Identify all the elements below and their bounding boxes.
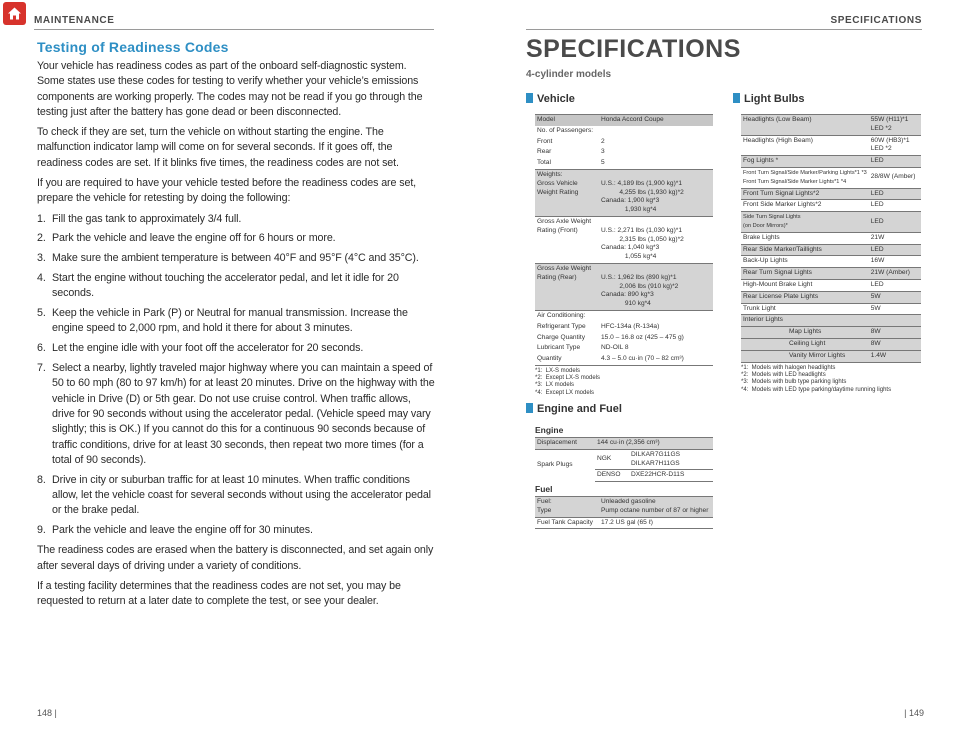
spec-label: Headlights (High Beam): [741, 135, 869, 156]
table-row: [741, 350, 921, 362]
table-row: [535, 158, 713, 169]
spec-label: Gross Axle Weight Rating (Rear): [535, 263, 599, 310]
engine-fuel-heading: Engine and Fuel: [526, 403, 622, 415]
table-row: [741, 291, 921, 303]
spec-value: 8W: [869, 327, 921, 339]
spec-label: Rear License Plate Lights: [741, 291, 869, 303]
table-row: [535, 169, 713, 216]
spec-value: 21W: [869, 232, 921, 244]
table-row: [535, 310, 713, 321]
table-row: [741, 327, 921, 339]
spec-label: Headlights (Low Beam): [741, 115, 869, 136]
table-row: [535, 115, 713, 126]
spec-value: U.S.: 4,189 lbs (1,900 kg)*1 4,255 lbs (1,930 kg)*2 Canada: 1,900 kg*3 1,930 kg*4: [599, 169, 713, 216]
spec-value: ND-OIL 8: [601, 344, 629, 352]
page-title: SPECIFICATIONS: [526, 35, 741, 63]
spec-value: HFC-134a (R-134a): [601, 322, 660, 330]
right-page: [480, 0, 960, 738]
spec-label: Front Turn Signal Lights*2: [741, 188, 869, 200]
spec-value: 4.3 – 5.0 cu·in (70 – 82 cm³): [599, 354, 713, 365]
spec-label: Fog Lights *: [741, 156, 869, 168]
spec-label: Ceiling Light: [741, 338, 869, 350]
table-row: [741, 244, 921, 256]
spec-value: 28/8W (Amber): [869, 167, 921, 188]
spec-label: Gross Axle Weight Rating (Front): [535, 216, 599, 263]
spec-label: Map Lights: [741, 327, 869, 339]
home-button[interactable]: [3, 2, 26, 25]
spec-label: Weights: Gross Vehicle Weight Rating: [535, 169, 599, 216]
spec-label: Charge Quantity: [537, 333, 586, 341]
spec-label: Front Side Marker Lights*2: [741, 200, 869, 212]
spec-value: U.S.: 2,271 lbs (1,030 kg)*1 2,315 lbs (1,050 kg)*2 Canada: 1,040 kg*3 1,055 kg*4: [599, 216, 713, 263]
table-row: [535, 137, 713, 148]
table-row: Fuel Tank Capacity 17.2 US gal (65 ℓ): [535, 517, 713, 529]
bullet-square: [526, 403, 533, 413]
spec-value: LED: [869, 212, 921, 233]
spec-value: 3: [601, 148, 605, 156]
spec-value: 2: [601, 137, 605, 145]
spec-value: 60W (HB3)*1 LED *2: [869, 135, 921, 156]
spec-label: Air Conditioning:: [535, 310, 599, 321]
table-row: [535, 126, 713, 137]
spec-label: Brake Lights: [741, 232, 869, 244]
header-rule: [34, 29, 434, 30]
section-header: MAINTENANCE: [34, 15, 115, 26]
table-row: [741, 338, 921, 350]
table-row: [741, 156, 921, 168]
table-row: [535, 263, 713, 310]
vehicle-heading: Vehicle: [526, 93, 575, 105]
paragraph: The readiness codes are erased when the battery is disconnected, and set again only after several days of driving under a variety of conditions.: [37, 544, 434, 572]
table-row: [741, 256, 921, 268]
spec-label: Quantity: [535, 354, 599, 365]
body-text: [37, 59, 435, 615]
list-item: 6. Let the engine idle with your foot off the accelerator for 20 seconds.: [37, 342, 364, 355]
table-row: [741, 188, 921, 200]
light-bulbs-heading: Light Bulbs: [733, 93, 805, 105]
page-number: 148 |: [37, 708, 57, 718]
table-row: [535, 354, 713, 365]
spec-value: 1.4W: [869, 350, 921, 362]
spec-value: LED: [869, 200, 921, 212]
table-row: [741, 167, 921, 188]
page-number: | 149: [904, 708, 924, 718]
table-row: [741, 232, 921, 244]
fuel-table: [535, 496, 713, 529]
table-row: [741, 200, 921, 212]
spec-label: Rear Turn Signal Lights: [741, 268, 869, 280]
spec-label: High-Mount Brake Light: [741, 279, 869, 291]
spec-label: Rear Side Marker/Taillights: [741, 244, 869, 256]
table-row: [741, 115, 921, 136]
spec-value: 5W: [869, 291, 921, 303]
section-header: SPECIFICATIONS: [830, 15, 922, 26]
spec-value: 15.0 – 16.8 oz (425 – 475 g): [601, 333, 684, 341]
spec-label: Back-Up Lights: [741, 256, 869, 268]
bullet-square: [733, 93, 740, 103]
spec-value: 5W: [869, 303, 921, 315]
paragraph: If a testing facility determines that the readiness codes are not set, you may be requested to return at a later date to complete the test, or see your dealer.: [37, 579, 401, 608]
home-icon: [7, 6, 22, 21]
table-row: [535, 333, 713, 344]
paragraph: To check if they are set, turn the vehicle on without starting the engine. The malfunction indicator lamp will come on for several seconds. If it goes off, the readiness codes are set. If it blinks five times, the readiness codes are not set.: [37, 126, 399, 169]
spec-label: Vanity Mirror Lights: [741, 350, 869, 362]
spec-value: [599, 126, 713, 137]
spec-value: 5: [601, 159, 605, 167]
spec-value: LED: [869, 156, 921, 168]
table-row: [741, 315, 921, 327]
list-item: 9. Park the vehicle and leave the engine off for 30 minutes.: [37, 524, 313, 537]
table-row: Displacement 144 cu·in (2,356 cm³): [535, 438, 713, 450]
light-bulbs-footnotes: *1: Models with halogen headlights *2: Models with LED headlights *3: Models with bulb type parking lights *4: Models with LED type parking/daytime running lights: [741, 365, 892, 393]
spec-label: Total: [537, 159, 551, 167]
table-row: [741, 268, 921, 280]
spec-value: 21W (Amber): [869, 268, 921, 280]
list-item: 1. Fill the gas tank to approximately 3/4 full.: [37, 212, 242, 225]
table-row: [741, 212, 921, 233]
light-bulbs-table: [741, 114, 921, 363]
paragraph: If you are required to have your vehicle tested before the readiness codes are set, prepare the vehicle for retesting by doing the following:: [37, 177, 417, 205]
step-list: [37, 212, 435, 539]
table-row: [535, 147, 713, 158]
table-row: Fuel: Type Unleaded gasoline Pump octane number of 87 or higher: [535, 497, 713, 518]
spec-value: 16W: [869, 256, 921, 268]
table-row: [535, 322, 713, 333]
table-row: Spark Plugs NGK DILKAR7G11GS DILKAR7H11GS: [535, 449, 713, 470]
list-item: 3. Make sure the ambient temperature is between 40°F and 95°F (4°C and 35°C).: [37, 252, 419, 265]
list-item: 5. Keep the vehicle in Park (P) or Neutral for manual transmission. Increase the engine speed to 2,000 rpm, and hold it there for about 3 minutes.: [37, 307, 408, 335]
list-item: 2. Park the vehicle and leave the engine off for 6 hours or more.: [37, 232, 336, 245]
list-item: 4. Start the engine without touching the accelerator pedal, and let it idle for 20 seconds.: [37, 272, 399, 300]
list-item: 7. Select a nearby, lightly traveled major highway where you can maintain a speed of 50 to 60 mph (80 to 97 km/h) for at least 20 minutes. Drive on the highway with the vehicle in Drive (D) or 5th gear. Do not use cruise control. When traffic allows, drive for 90 seconds without using the accelerator pedal. (Vehicle speed may vary slightly; this is OK.) If you cannot do this for a continuous 90 seconds because of traffic conditions, drive for at least 30 seconds, then repeat two more times (for a total of 90 seconds).: [37, 362, 435, 466]
spec-label: Interior Lights: [741, 315, 869, 327]
fuel-heading: Fuel: [535, 484, 553, 494]
engine-heading: Engine: [535, 425, 564, 435]
spec-label: Lubricant Type: [537, 344, 581, 352]
table-row: [535, 343, 713, 354]
bullet-square: [526, 93, 533, 103]
spec-value: LED: [869, 244, 921, 256]
table-row: [741, 279, 921, 291]
spec-label: Rear: [537, 148, 552, 156]
spec-value: Honda Accord Coupe: [599, 115, 713, 126]
page-subtitle: 4-cylinder models: [526, 69, 612, 80]
spec-value: 55W (H11)*1 LED *2: [869, 115, 921, 136]
spec-value: U.S.: 1,962 lbs (890 kg)*1 2,006 lbs (910 kg)*2 Canada: 890 kg*3 910 kg*4: [599, 263, 713, 310]
spec-value: LED: [869, 279, 921, 291]
spec-value: [599, 310, 713, 321]
table-row: [741, 135, 921, 156]
page-title: Testing of Readiness Codes: [37, 39, 229, 55]
spec-label: Front: [537, 137, 553, 145]
spec-value: [869, 315, 921, 327]
engine-table: [535, 437, 713, 482]
list-item: 8. Drive in city or suburban traffic for at least 10 minutes. When traffic conditions allow, let the vehicle coast for several seconds without using the accelerator pedal or the brake pedal.: [37, 473, 431, 517]
table-row: [535, 216, 713, 263]
vehicle-table: [535, 114, 713, 366]
spec-label: Front Turn Signal/Side Marker/Parking Lights*1 *3 Front Turn Signal/Side Marker Lights*1 *4: [741, 167, 869, 188]
spec-value: LED: [869, 188, 921, 200]
spec-label: Side Turn Signal Lights (on Door Mirrors)*: [741, 212, 869, 233]
table-row: DENSO DXE22HCR-D11S: [535, 470, 713, 482]
table-row: [741, 303, 921, 315]
paragraph: Your vehicle has readiness codes as part of the onboard self-diagnostic system. Some states use these codes for testing to verify whether your vehicle’s emissions components are working properly. The codes may not be read if you go through the testing just after the battery has gone dead or been disconnected.: [37, 60, 423, 118]
header-rule: [526, 29, 922, 30]
spec-label: Refrigerant Type: [537, 322, 586, 330]
spec-label: No. of Passengers:: [537, 126, 594, 134]
vehicle-footnotes: *1: LX-S models *2: Except LX-S models *3: LX models *4: Except LX models: [535, 368, 601, 396]
spec-label: Model: [535, 115, 599, 126]
spec-value: 8W: [869, 338, 921, 350]
spec-label: Trunk Light: [741, 303, 869, 315]
